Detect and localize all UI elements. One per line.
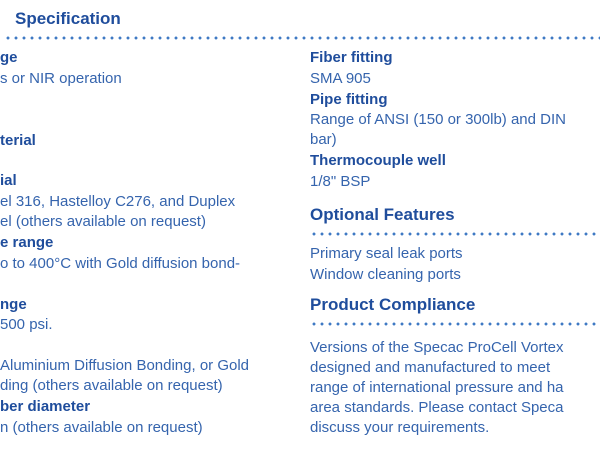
compliance-line-5: discuss your requirements.	[310, 419, 490, 436]
compliance-line-2: designed and manufactured to meet	[310, 359, 551, 376]
fiber-fitting-label: Fiber fitting	[310, 49, 393, 66]
range-value: s or NIR operation	[0, 70, 122, 87]
pipe-fitting-line-1: Range of ANSI (150 or 300lb) and DIN	[310, 111, 566, 128]
header-divider	[4, 36, 600, 40]
compliance-line-4: area standards. Please contact Speca	[310, 399, 564, 416]
material-line-1: el 316, Hastelloy C276, and Duplex	[0, 193, 236, 210]
material-label: ial	[0, 172, 17, 189]
thermocouple-value: 1/8" BSP	[310, 173, 371, 190]
pipe-fitting-line-2: bar)	[310, 131, 337, 148]
temperature-line-1: o to 400°C with Gold diffusion bond-	[0, 255, 241, 272]
temperature-label: e range	[0, 234, 54, 251]
pressure-line-1: 500 psi.	[0, 316, 53, 333]
fiber-diameter-line-1: n (others available on request)	[0, 419, 203, 436]
compliance-heading: Product Compliance	[310, 295, 476, 314]
compliance-line-3: range of international pressure and ha	[310, 379, 564, 396]
thermocouple-label: Thermocouple well	[310, 152, 446, 169]
compliance-line-1: Versions of the Specac ProCell Vortex	[310, 339, 564, 356]
range-label: ge	[0, 49, 18, 66]
material-line-2: el (others available on request)	[0, 213, 206, 230]
material-heading: terial	[0, 132, 36, 149]
fiber-diameter-label: ber diameter	[0, 398, 91, 415]
bonding-line-2: ding (others available on request)	[0, 377, 223, 394]
optional-features-heading: Optional Features	[310, 205, 455, 224]
pipe-fitting-label: Pipe fitting	[310, 91, 388, 108]
bonding-line-1: Aluminium Diffusion Bonding, or Gold	[0, 357, 250, 374]
compliance-divider	[310, 322, 600, 326]
page-title: Specification	[15, 9, 121, 28]
pressure-label: nge	[0, 296, 27, 313]
optional-item-2: Window cleaning ports	[310, 266, 461, 283]
optional-item-1: Primary seal leak ports	[310, 245, 463, 262]
optional-divider	[310, 232, 600, 236]
fiber-fitting-value: SMA 905	[310, 70, 371, 87]
